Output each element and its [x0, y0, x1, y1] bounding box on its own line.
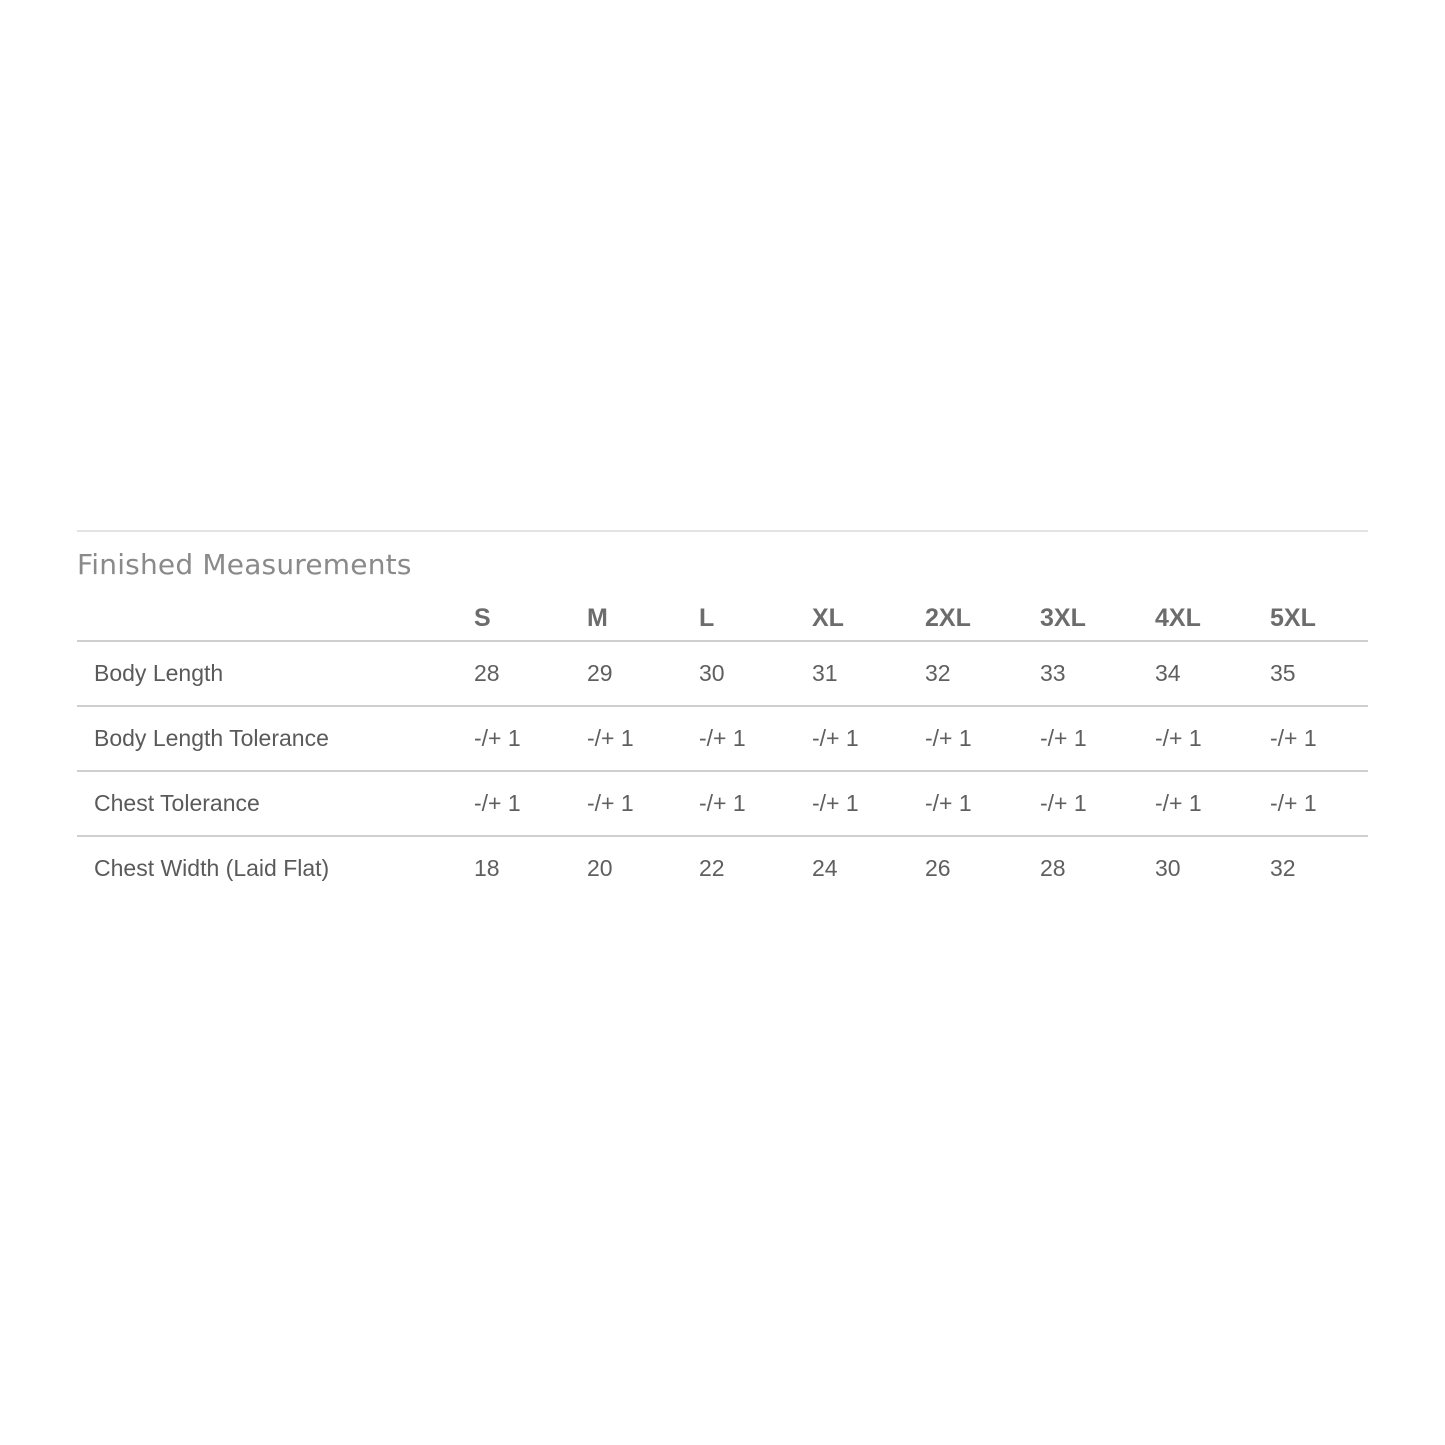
table-cell: -/+ 1: [925, 725, 972, 751]
table-cell: -/+ 1: [699, 790, 746, 816]
table-row-chest-tolerance: [77, 772, 1368, 837]
table-cell: -/+ 1: [699, 725, 746, 751]
table-cell: 24: [812, 855, 838, 881]
column-header-3xl: 3XL: [1040, 604, 1086, 632]
row-label: Chest Width (Laid Flat): [94, 855, 330, 881]
column-header-2xl: 2XL: [925, 604, 971, 632]
table-cell: -/+ 1: [1040, 790, 1087, 816]
row-label: Chest Tolerance: [94, 790, 260, 816]
table-cell: -/+ 1: [1155, 725, 1202, 751]
row-label: Body Length Tolerance: [94, 725, 329, 751]
column-header-5xl: 5XL: [1270, 604, 1316, 632]
table-cell: -/+ 1: [1040, 725, 1087, 751]
table-cell: 20: [587, 855, 613, 881]
table-row-body-length-tolerance: [77, 707, 1368, 772]
column-header-xl: XL: [812, 604, 844, 632]
page-title: Finished Measurements: [77, 548, 412, 581]
table-cell: 29: [587, 660, 613, 686]
table-cell: 30: [699, 660, 725, 686]
column-header-l: L: [699, 604, 715, 632]
table-cell: 34: [1155, 660, 1181, 686]
table-cell: 28: [1040, 855, 1066, 881]
table-cell: 30: [1155, 855, 1181, 881]
table-cell: 22: [699, 855, 725, 881]
table-cell: -/+ 1: [1270, 725, 1317, 751]
table-cell: -/+ 1: [812, 725, 859, 751]
table-row-body-length: [77, 642, 1368, 707]
table-cell: 26: [925, 855, 951, 881]
table-cell: 32: [925, 660, 951, 686]
column-header-4xl: 4XL: [1155, 604, 1201, 632]
table-cell: -/+ 1: [925, 790, 972, 816]
column-header-m: M: [587, 604, 608, 632]
table-cell: 28: [474, 660, 500, 686]
table-cell: -/+ 1: [812, 790, 859, 816]
table-row-chest-width: [77, 837, 1368, 900]
table-cell: 32: [1270, 855, 1296, 881]
table-cell: 33: [1040, 660, 1066, 686]
row-label: Body Length: [94, 660, 224, 686]
top-divider: [77, 530, 1368, 532]
table-cell: 35: [1270, 660, 1296, 686]
table-cell: -/+ 1: [587, 725, 634, 751]
table-cell: 18: [474, 855, 500, 881]
table-cell: -/+ 1: [1270, 790, 1317, 816]
table-header-row: [77, 598, 1368, 642]
table-cell: -/+ 1: [1155, 790, 1202, 816]
size-chart-table: [77, 598, 1368, 900]
table-cell: -/+ 1: [474, 790, 521, 816]
column-header-s: S: [474, 604, 491, 632]
table-cell: -/+ 1: [474, 725, 521, 751]
table-cell: 31: [812, 660, 838, 686]
table-cell: -/+ 1: [587, 790, 634, 816]
